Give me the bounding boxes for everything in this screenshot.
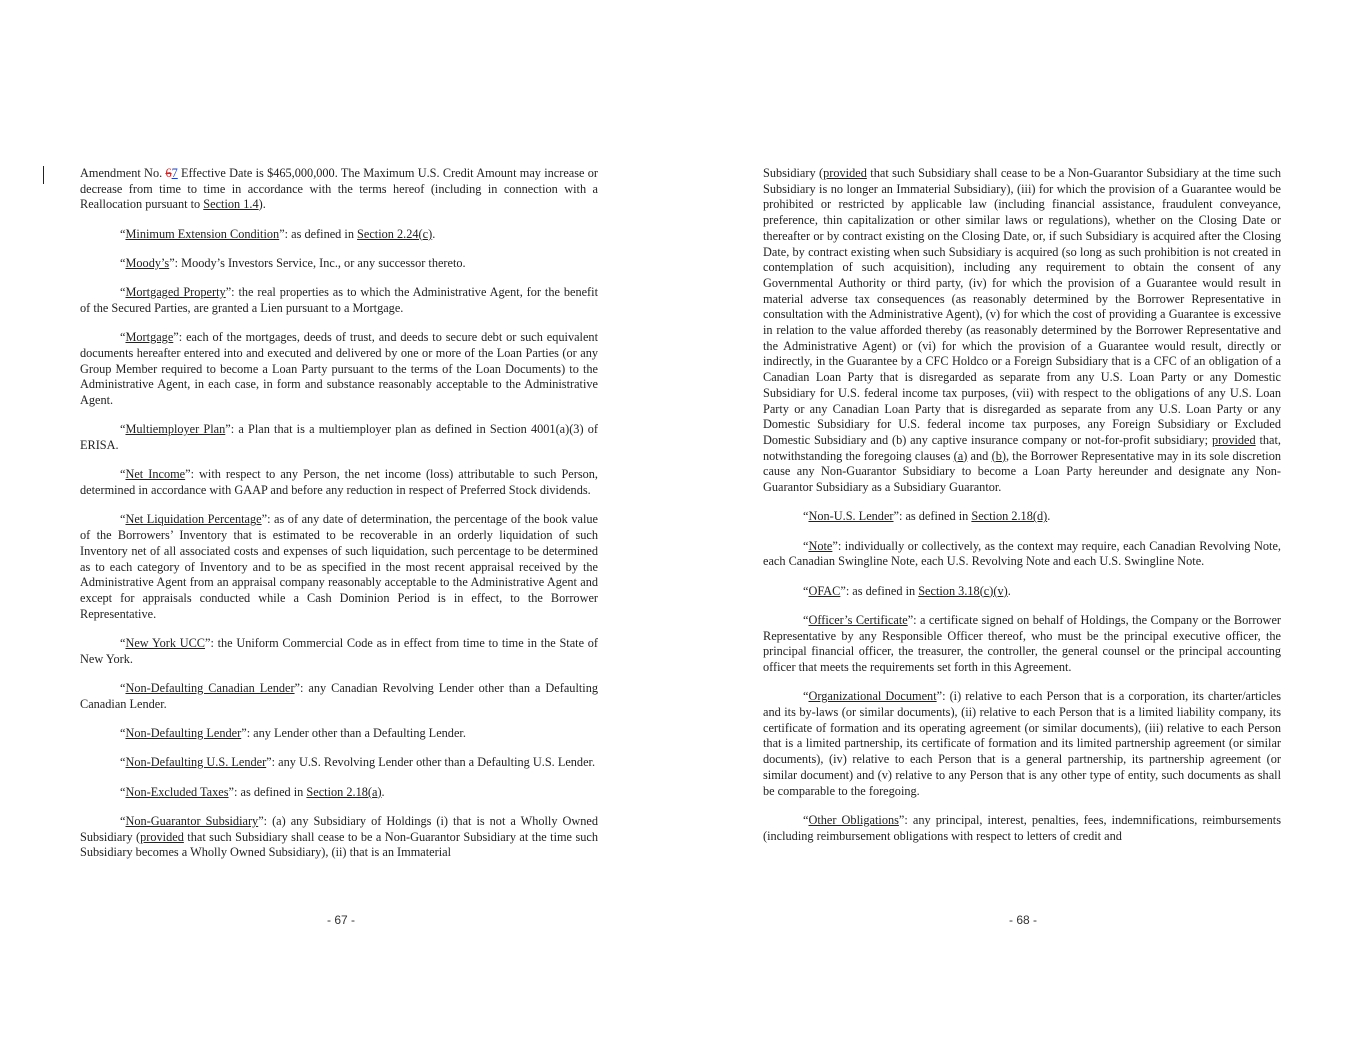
clause-reference-b: (b): [991, 448, 1006, 463]
definition-mortgaged-property: [80, 285, 598, 316]
open-quote: “: [120, 422, 126, 437]
definition-text: ”: (a) any Subsidiary of Holdings (i) that is not a Wholly Owned Subsidiary (: [80, 813, 598, 844]
continuation-text: that such Subsidiary shall cease to be a Non-Guarantor Subsidiary at the time such Subsidiary is no longer an Immaterial Subsidiary), (iii) for which the provision of a Guarantee would be prohibited or restricted by applicable law (including financial assistance, fraudulent conveyance, preference, thin capitalization or other similar laws or regulations), whether on the Closing Date or thereafter or by contract existing on the Closing Date, or, if such Subsidiary is acquired after the Closing Date, by contract existing when such Subsidiary is acquired (so long as such prohibition is not created in contemplation of such acquisition), including any requirement to obtain the consent of any Governmental Authority or third party, (iv) for which the provision of a Guarantee would result in material adverse tax consequences (as reasonably determined by the Borrower Representative in consultation with the Administrative Agent), (v) for which the cost of providing a Guarantee is excessive in relation to the value afforded thereby (as reasonably determined by the Borrower Representative and the Administrative Agent) or (vi) for which the provision of a Guarantee would result, directly or indirectly, in the Guarantee by a CFC Holdco or a Foreign Subsidiary that is a CFC of an obligation of a Canadian Loan Party that is disregarded as separate from any U.S. Loan Party or any Domestic Subsidiary for U.S. federal income tax purposes, (vii) with respect to the obligations of any U.S. Loan Party or any Canadian Loan Party that is disregarded as separate from any U.S. Loan Party or any Domestic Subsidiary for U.S. federal income tax purposes, any Foreign Subsidiary or Excluded Domestic Subsidiary and (b) any captive insurance company or not-for-profit subsidiary;: [763, 166, 1281, 447]
non-guarantor-subsidiary-continuation: [763, 166, 1281, 496]
section-reference: Section 2.18(d): [971, 509, 1048, 524]
continuation-text: , the Borrower Representative may in its sole discretion cause any Non-Guarantor Subsidiary to become a Loan Party hereunder and designate any Non-Guarantor Subsidiary as a Subsidiary Guarantor.: [763, 448, 1281, 495]
definition-tail: .: [1007, 583, 1011, 598]
definition-other-obligations: [763, 813, 1281, 844]
continuation-text: and: [967, 448, 992, 463]
open-quote: “: [120, 285, 126, 300]
definition-ofac: [763, 584, 1281, 600]
defined-term: Other Obligations: [808, 812, 899, 827]
definition-officers-certificate: [763, 613, 1281, 676]
definition-non-defaulting-us-lender: [80, 755, 598, 771]
definition-tail: .: [381, 784, 385, 799]
defined-term: Moody’s: [125, 256, 170, 270]
defined-term: Officer’s Certificate: [808, 612, 908, 627]
definition-minimum-extension-condition: [80, 227, 598, 243]
page-67: [80, 166, 598, 875]
page-number-68: - 68 -: [1009, 913, 1038, 927]
definition-tail: .: [1047, 509, 1051, 524]
definition-new-york-ucc: [80, 636, 598, 667]
deleted-revision-mark: 6: [165, 166, 172, 180]
open-quote: “: [803, 612, 809, 627]
definition-multiemployer-plan: [80, 422, 598, 453]
clause-reference-a: (a): [953, 448, 968, 463]
definition-non-defaulting-lender: [80, 726, 598, 742]
defined-term: Mortgage: [125, 330, 174, 345]
continuation-text: that, notwithstanding the foregoing clauses: [763, 432, 1281, 463]
definition-text: ”: a certificate signed on behalf of Holdings, the Company or the Borrower Representative by any Responsible Officer thereof, who must be the principal executive officer, the principal financial officer, the treasurer, the controller, the general counsel or the principal accounting officer that meets the requirements set forth in this Agreement.: [763, 612, 1281, 675]
open-quote: “: [120, 467, 126, 482]
section-reference: Section 2.24(c): [357, 226, 433, 241]
definition-text: ”: as defined in: [840, 583, 919, 598]
definition-text: ”: any Canadian Revolving Lender other than a Defaulting Canadian Lender.: [80, 680, 598, 711]
defined-term: Non-Excluded Taxes: [125, 784, 229, 799]
continuation-text: Subsidiary (: [763, 166, 824, 180]
open-quote: “: [120, 725, 126, 740]
definition-note: [763, 539, 1281, 570]
section-reference: Section 2.18(a): [306, 784, 382, 799]
definition-text: ”: a Plan that is a multiemployer plan as defined in Section 4001(a)(3) of ERISA.: [80, 422, 598, 453]
open-quote: “: [120, 226, 126, 241]
top-fragment: [80, 166, 598, 213]
fragment-prefix: Amendment No.: [80, 166, 166, 180]
definition-text: ”: any Lender other than a Defaulting Lender.: [241, 725, 466, 740]
open-quote: “: [120, 784, 126, 799]
definition-non-excluded-taxes: [80, 785, 598, 801]
provided-proviso: provided: [823, 166, 867, 180]
defined-term: Non-U.S. Lender: [808, 509, 894, 524]
fragment-end: ).: [258, 197, 266, 212]
definition-text: ”: any U.S. Revolving Lender other than a Defaulting U.S. Lender.: [266, 755, 596, 770]
defined-term: Non-Guarantor Subsidiary: [125, 813, 259, 828]
defined-term: New York UCC: [125, 635, 206, 650]
definition-tail: .: [432, 226, 436, 241]
revision-change-bar: [43, 166, 44, 184]
page-number-67: - 67 -: [327, 913, 356, 927]
definition-text: ”: as defined in: [279, 226, 358, 241]
defined-term: Non-Defaulting Canadian Lender: [125, 680, 295, 695]
fragment-text: Effective Date is $465,000,000. The Maximum U.S. Credit Amount may increase or decrease from time to time in accordance with the terms hereof (including in connection with a Reallocation pursuant to: [80, 166, 598, 212]
defined-term: Mortgaged Property: [125, 285, 226, 300]
definition-non-us-lender: [763, 509, 1281, 525]
open-quote: “: [120, 813, 126, 828]
open-quote: “: [803, 538, 809, 553]
defined-term: Organizational Document: [808, 689, 937, 704]
open-quote: “: [120, 256, 126, 270]
open-quote: “: [120, 755, 126, 770]
open-quote: “: [120, 635, 126, 650]
inserted-revision-mark: 7: [171, 166, 178, 180]
defined-term: Net Liquidation Percentage: [125, 512, 262, 527]
open-quote: “: [803, 509, 809, 524]
definition-text: ”: the real properties as to which the Administrative Agent, for the benefit of the Secured Parties, are granted a Lien pursuant to a Mortgage.: [80, 285, 598, 315]
definition-text-continued: that such Subsidiary shall cease to be a Non-Guarantor Subsidiary at the time such Subsidiary becomes a Wholly Owned Subsidiary), (ii) that is an Immaterial: [80, 829, 598, 860]
definition-net-liquidation-percentage: [80, 512, 598, 622]
defined-term: OFAC: [808, 583, 841, 598]
definition-text: ”: with respect to any Person, the net income (loss) attributable to such Person, determined in accordance with GAAP and before any reduction in respect of Preferred Stock dividends.: [80, 467, 599, 498]
open-quote: “: [803, 812, 809, 827]
defined-term: Minimum Extension Condition: [125, 226, 280, 241]
defined-term: Net Income: [125, 467, 186, 482]
definition-text: ”: each of the mortgages, deeds of trust, and deeds to secure debt or such equivalent documents hereafter entered into and executed and delivered by one or more of the Loan Parties (or any Group Member required to become a Loan Party pursuant to the terms of the Loan Documents) to the Administrative Agent, in each case, in form and substance reasonably acceptable to the Administrative Agent.: [80, 330, 598, 408]
definition-moodys: [80, 256, 598, 272]
open-quote: “: [803, 583, 809, 598]
definition-text: ”: Moody’s Investors Service, Inc., or any successor thereto.: [169, 256, 466, 270]
definition-net-income: [80, 467, 598, 498]
defined-term: Note: [808, 538, 833, 553]
provided-proviso: provided: [140, 829, 184, 844]
defined-term: Multiemployer Plan: [125, 422, 226, 437]
page-68: [763, 166, 1281, 858]
section-reference: Section 3.18(c)(v): [918, 583, 1008, 598]
definition-text: ”: as of any date of determination, the percentage of the book value of the Borrowers’ Inventory that is estimated to be recoverable in an orderly liquidation of such Inventory net of all associated costs and expenses of such liquidation, such percentage to be determined as to each category of Inventory and to be as specified in the most recent appraisal received by the Administrative Agent from an appraisal company reasonably acceptable to the Administrative Agent and except for appraisals conducted while a Cash Dominion Period is in effect, to the Borrower Representative.: [80, 512, 598, 621]
definition-text: ”: individually or collectively, as the context may require, each Canadian Revolving Note, each Canadian Swingline Note, each U.S. Revolving Note and each U.S. Swingline Note.: [763, 538, 1281, 569]
definition-text: ”: the Uniform Commercial Code as in effect from time to time in the State of New York.: [80, 635, 598, 666]
definition-text: ”: any principal, interest, penalties, fees, indemnifications, reimbursements (including reimbursement obligations with respect to letters of credit and: [763, 812, 1281, 843]
definition-organizational-document: [763, 689, 1281, 799]
defined-term: Non-Defaulting U.S. Lender: [125, 755, 267, 770]
open-quote: “: [803, 689, 809, 704]
definition-non-defaulting-canadian-lender: [80, 681, 598, 712]
open-quote: “: [120, 512, 126, 527]
open-quote: “: [120, 680, 126, 695]
provided-proviso: provided: [1211, 432, 1256, 447]
definition-non-guarantor-subsidiary: [80, 814, 598, 861]
definition-text: ”: as defined in: [228, 784, 307, 799]
definition-mortgage: [80, 330, 598, 409]
open-quote: “: [120, 330, 126, 345]
definition-text: ”: as defined in: [893, 509, 972, 524]
definition-text: ”: (i) relative to each Person that is a corporation, its charter/articles and its by-laws (or similar documents), (ii) relative to each Person that is a limited liability company, its certificate of formation and its operating agreement (or similar documents), (iii) relative to each Person that is a limited partnership, its certificate of formation and its limited partnership agreement (or similar documents), (iv) relative to each Person that is a general partnership, its partnership agreement (or similar document) and (v) relative to any Person that is any other type of entity, such documents as shall be comparable to the foregoing.: [763, 689, 1281, 798]
section-reference: Section 1.4: [203, 197, 259, 212]
defined-term: Non-Defaulting Lender: [125, 725, 242, 740]
